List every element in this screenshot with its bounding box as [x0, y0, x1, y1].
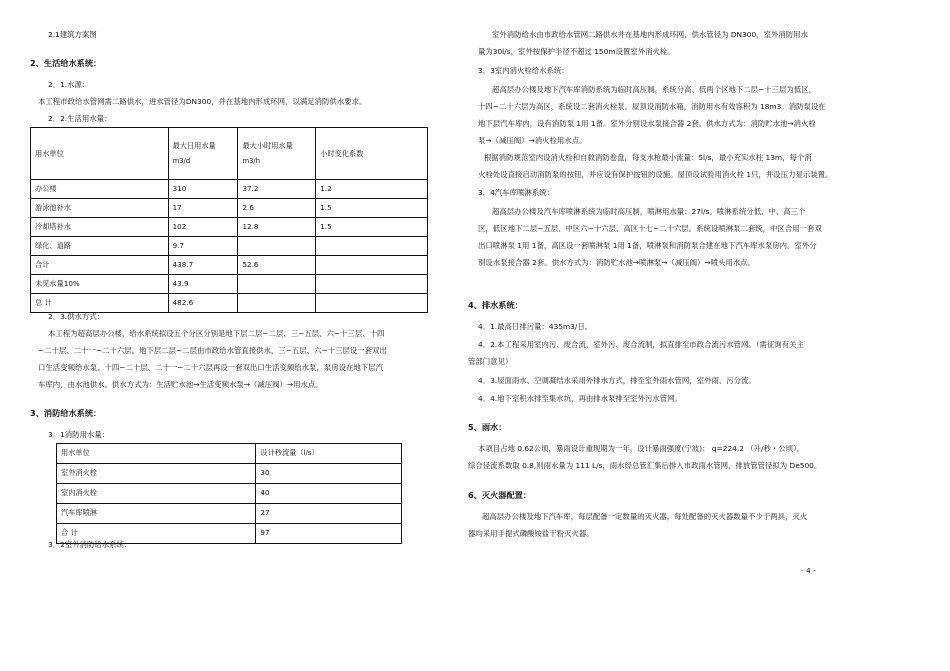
cell-flow: 30	[256, 464, 402, 484]
header-max-hourly-unit: m3/h	[242, 156, 261, 165]
cell-unit: 合 计	[57, 524, 256, 544]
header-max-hourly	[238, 128, 316, 180]
header-unit: 用水单位	[57, 444, 256, 464]
page-number: - 4 -	[801, 566, 816, 575]
header-flow: 设计秒流量（l/s）	[256, 444, 402, 464]
cell-unit: 室内消火栓	[57, 484, 256, 504]
hydrant-text-line: 超高层办公楼及地下汽车库消防系统为临时高压制，系统分高、低两个区地下二层~十三层为低区，	[492, 85, 816, 94]
header-unit: 用水单位	[31, 128, 169, 180]
cell-daily: 102	[168, 218, 238, 237]
outdoor-fire-line: 量为30l/s，室外按保护半径不超过 150m设置室外消火栓。	[478, 47, 675, 56]
sprinkler-text-line: 区，低区地下二层~五层、中区六~十六层、高区十七~二十六层。系统设喷淋泵二套统，中区合用一套双	[478, 224, 822, 233]
outdoor-fire-line: 室外消防给水由市政给水管网二路供水并在基地内形成环网，供水管径为 DN300，室外消防用水	[492, 30, 808, 39]
table-row	[31, 275, 428, 294]
hydrant-text-line: 泵→（减压阀）→消火栓用水点。	[478, 136, 587, 145]
table-row	[57, 484, 402, 504]
sprinkler-text-line: 超高层办公楼及汽车库喷淋系统为临时高压制，喷淋用水量：27l/s。喷淋系统分低、中、高三个	[492, 207, 806, 216]
drainage-item: 4．1.最高日排污量：435m3/日。	[478, 322, 593, 331]
section-5-heading: 5、雨水：	[468, 422, 507, 432]
cell-hourly: 12.8	[238, 218, 316, 237]
cell-unit: 绿化、道路	[31, 237, 169, 256]
supply-text-line: 口生活变频给水泵、十四~二十层、二十一~二十六层再设一套双出口生活变频给水泵，泵房设在地下层汽	[38, 363, 383, 372]
header-hourly-factor: 小时变化系数	[316, 128, 428, 180]
cell-flow: 40	[256, 484, 402, 504]
cell-factor	[316, 237, 428, 256]
subsection-2-1-text: 本工程市政给水管网需二路供水，进水管径为DN300，并在基地内形成环网，以满足消防供水要求。	[38, 97, 367, 106]
cell-unit: 汽车库喷淋	[57, 504, 256, 524]
extinguisher-text-line: 器均采用手提式磷酸铵盐干粉灭火器。	[468, 529, 594, 538]
hydrant-text-line: 十四~二十六层为高区，系统设二套消火栓泵。屋顶设消防水箱，消防用水有效容积为 18m3。消防泵设在	[478, 102, 826, 111]
subsection-2-3-label: 2．3.供水方式：	[48, 312, 105, 321]
cell-unit: 室外消火栓	[57, 464, 256, 484]
cell-daily: 17	[168, 199, 238, 218]
cell-factor: 1.5	[316, 199, 428, 218]
cell-unit: 游泳池补水	[31, 199, 169, 218]
cell-hourly	[238, 237, 316, 256]
hydrant-text-line: 火栓处设直接启动消防泵的按钮，并应设有保护按钮的设施。屋顶设试验用消火栓 1只，并设压力显示装置。	[478, 170, 833, 179]
table-row	[31, 256, 428, 275]
drainage-item-cont: 管部门意见）	[468, 357, 513, 366]
subsection-3-1-label: 3．1消防用水量：	[48, 430, 110, 439]
hydrant-text-line: 根据消防规范室内设消火栓和自救消防卷盘，每支水枪最小流量：5l/s，最小充实水柱 13m，每个消	[484, 153, 812, 162]
cell-unit: 总 计	[31, 294, 169, 313]
sprinkler-text-line: 出口喷淋泵 1用 1备，高区设一套喷淋泵 1用 1备，喷淋泵和消防泵合建在地下汽车库水泵房内。室外分	[478, 241, 817, 250]
cell-factor: 1.5	[316, 218, 428, 237]
drainage-item: 4．3.屋面雨水、空调凝结水采用外排水方式，排至室外雨水管网，室外雨、污分流。	[478, 376, 756, 385]
table-row	[31, 294, 428, 313]
table-row	[31, 199, 428, 218]
cell-hourly	[238, 294, 316, 313]
cell-hourly: 37.2	[238, 180, 316, 199]
cell-unit: 冷却塔补水	[31, 218, 169, 237]
subsection-3-2-label: 3．2室外消防给水系统：	[48, 540, 132, 549]
table-header-row	[57, 444, 402, 464]
section-6-heading: 6、灭火器配置：	[468, 490, 532, 500]
rainwater-text-line: 本项目占地 0.62公顷，暴雨设计重现期为一年，设计暴雨强度(宁波)： q=224.2 （升/秒・公顷），	[478, 444, 805, 453]
table-row	[31, 237, 428, 256]
subsection-3-3-label: 3．3室内消火栓给水系统：	[478, 66, 569, 75]
extinguisher-text-line: 超高层办公楼及地下汽车库，每层配备一定数量的灭火器，每处配备的灭火器数量不少于两具，灭火	[482, 512, 808, 521]
header-max-daily-label: 最大日用水量	[172, 141, 216, 151]
water-use-table	[30, 127, 428, 313]
table-header-row	[31, 128, 428, 180]
cell-unit: 未见水量10%	[31, 275, 169, 294]
cell-daily: 438.7	[168, 256, 238, 275]
cell-daily: 482.6	[168, 294, 238, 313]
cell-factor	[316, 294, 428, 313]
cell-daily: 9.7	[168, 237, 238, 256]
cell-daily: 310	[168, 180, 238, 199]
header-max-daily-unit: m3/d	[172, 156, 191, 165]
table-row	[31, 218, 428, 237]
section-4-heading: 4、排水系统：	[468, 300, 523, 310]
cell-flow: 97	[256, 524, 402, 544]
table-row	[57, 504, 402, 524]
supply-text-line: 车库内，由水池供水。供水方式为：生活贮水池→生活变频水泵→（减压阀）→用水点。	[38, 380, 323, 389]
drainage-item: 4．2.本工程采用室内污、废合流，室外污、废合流制，拟直排至市政合流污水管网。（需征询有关主	[478, 340, 804, 349]
sprinkler-text-line: 别设水泵接合器 2套。供水方式为：消防贮水池→喷淋泵→（减压阀）→喷头用水点。	[478, 258, 755, 267]
cell-flow: 27	[256, 504, 402, 524]
cell-factor: 1.2	[316, 180, 428, 199]
supply-text-line: 本工程为超高层办公楼，给水系统拟设五个分区分别是地下层二层~二层、三~五层、六~十三层、十四	[48, 329, 385, 338]
cell-hourly: 2.6	[238, 199, 316, 218]
header-max-daily	[168, 128, 238, 180]
table-row	[57, 464, 402, 484]
rainwater-text-line: 综合径流系数取 0.8,则雨水量为 111 L/s，雨水经总管汇集后排入市政雨水管网，排放管管径拟为 De500。	[468, 461, 822, 470]
cell-hourly	[238, 275, 316, 294]
cell-factor	[316, 275, 428, 294]
subsection-3-4-label: 3．4汽车库喷淋系统：	[478, 188, 554, 197]
subsection-2-1-label: 2．1.水源：	[48, 80, 90, 89]
cell-hourly: 52.6	[238, 256, 316, 275]
section-2-heading: 2、生活给水系统：	[30, 58, 102, 68]
cell-factor	[316, 256, 428, 275]
cell-unit: 合计	[31, 256, 169, 275]
hydrant-text-line: 地下层汽车库内，设有消防泵 1用 1备。室外分别设水泵接合器 2套。供水方式为：消防贮水池→消火栓	[478, 119, 816, 128]
header-max-hourly-label: 最大小时用水量	[242, 141, 293, 151]
section-2-1-title: 2.1建筑方案图	[48, 30, 97, 39]
cell-unit: 办公楼	[31, 180, 169, 199]
fire-water-table	[56, 443, 402, 544]
table-row	[31, 180, 428, 199]
supply-text-line: ~二十层、二十一~二十六层。地下层二层~二层由市政给水管直接供水，三~五层、六~十三层设一套双出	[38, 346, 387, 355]
subsection-2-2-label: 2．2.生活用水量：	[48, 114, 112, 123]
drainage-item: 4．4.地下室积水排至集水坑，再由排水泵排至室外污水管网。	[478, 394, 682, 403]
cell-daily: 43.9	[168, 275, 238, 294]
section-3-heading: 3、消防给水系统：	[30, 408, 102, 418]
